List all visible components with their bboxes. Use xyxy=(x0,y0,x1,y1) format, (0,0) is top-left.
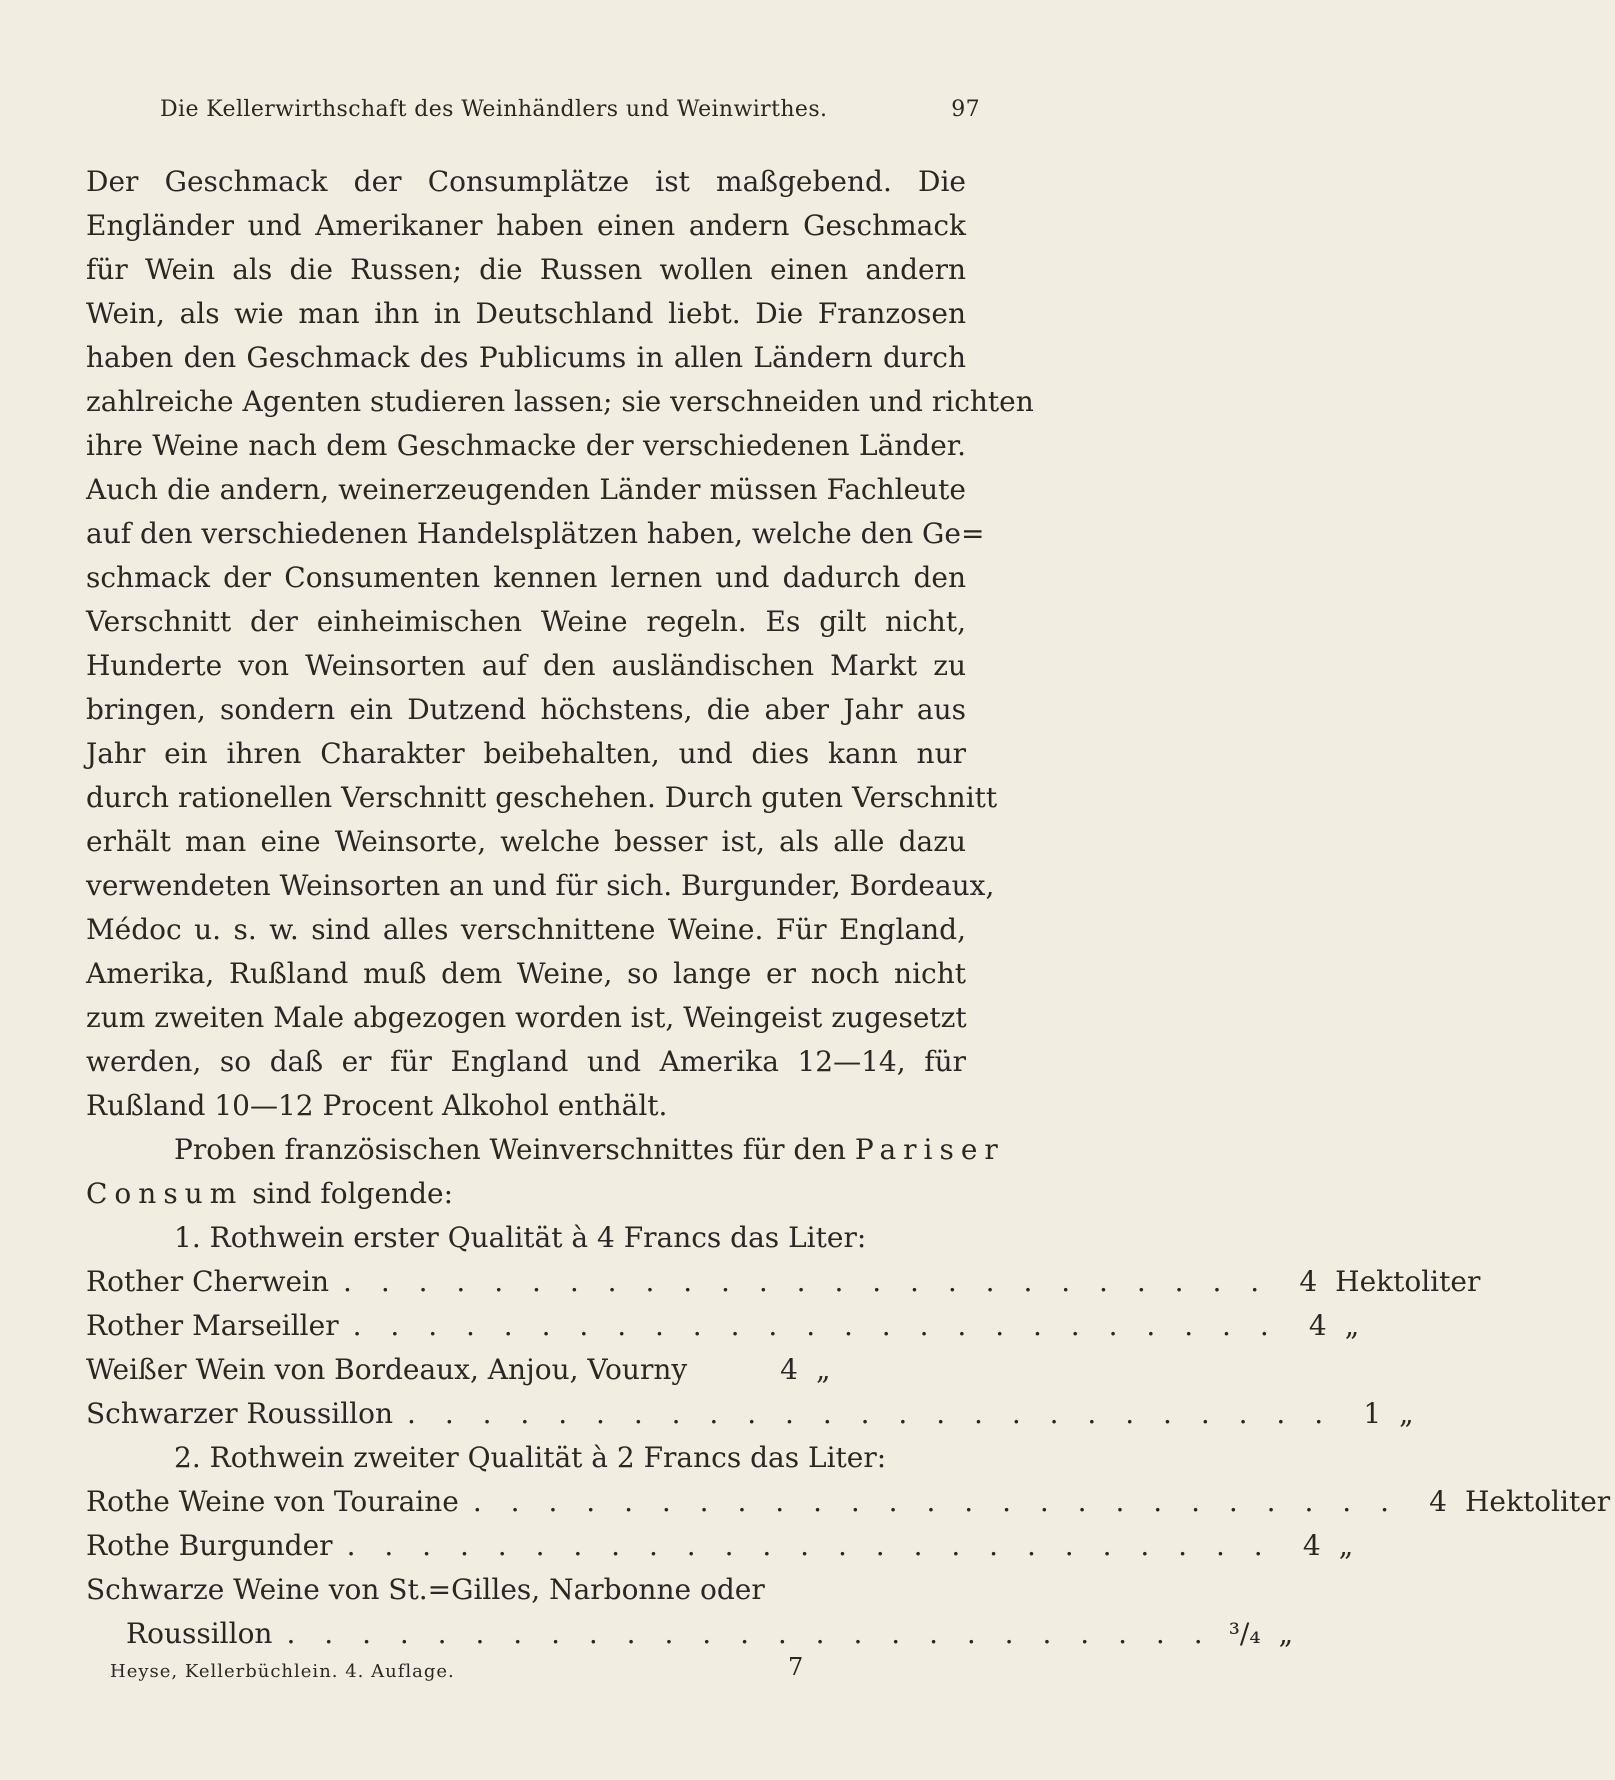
signature-line: Heyse, Kellerbüchlein. 4. Auflage. xyxy=(110,1661,455,1682)
quantity: ³/₄ xyxy=(1228,1617,1261,1650)
table-heading: 2. Rothwein zweiter Qualität à 2 Francs das Liter: xyxy=(174,1441,887,1474)
paragraph-1 xyxy=(86,160,1034,1128)
quantity: 4 xyxy=(1308,1309,1327,1342)
dot-leader: . . . . . . . . . . . . . . . . . . . . . . . . . xyxy=(352,1309,1279,1342)
wine-name: Rother Marseiller xyxy=(86,1309,339,1342)
text-line: zum zweiten Male abgezogen worden ist, Weingeist zugesetzt xyxy=(86,1001,967,1034)
page-body xyxy=(86,160,1611,1656)
table-row xyxy=(86,1568,966,1612)
text-line: Hunderte von Weinsorten auf den ausländischen Markt zu xyxy=(86,649,966,682)
table-row xyxy=(86,1304,1360,1348)
unit: „ xyxy=(1278,1617,1294,1650)
sheet-number: 7 xyxy=(788,1653,804,1681)
dot-leader: . . . . . . . . . . . . . . . . . . . . . . . . . xyxy=(343,1265,1270,1298)
dot-leader: . . . . . . . . . . . . . . . . . . . . . . . . . xyxy=(407,1397,1334,1430)
text-line: werden, so daß er für England und Amerika 12—14, für xyxy=(86,1045,966,1078)
text-line xyxy=(86,1128,1005,1172)
quantity: 4 xyxy=(1299,1265,1318,1298)
unit: „ xyxy=(1338,1529,1354,1562)
recipe-table-1 xyxy=(86,1216,1481,1436)
text-line: ihre Weine nach dem Geschmacke der verschiedenen Länder. xyxy=(86,429,966,462)
recipe-table-2 xyxy=(86,1436,1611,1656)
wine-name: Schwarze Weine von St.=Gilles, Narbonne oder xyxy=(86,1573,765,1606)
dot-leader: . . . . . . . . . . . . . . . . . . . . . . . . . xyxy=(346,1529,1273,1562)
unit: Hektoliter xyxy=(1464,1485,1611,1518)
text-line: für Wein als die Russen; die Russen wollen einen andern xyxy=(86,253,966,286)
quantity: 4 xyxy=(1302,1529,1321,1562)
unit: „ xyxy=(1399,1397,1414,1430)
text-line: durch rationellen Verschnitt geschehen. Durch guten Verschnitt xyxy=(86,781,998,814)
text-line: Rußland 10—12 Procent Alkohol enthält. xyxy=(86,1089,668,1122)
text-line: Der Geschmack der Consumplätze ist maßgebend. Die xyxy=(86,165,966,198)
paragraph-2 xyxy=(86,1128,1005,1216)
paragraph-2-text: sind folgende: xyxy=(252,1177,453,1210)
spaced-word: Consum xyxy=(86,1177,244,1210)
table-row xyxy=(86,1348,966,1392)
wine-name: Rothe Weine von Touraine xyxy=(86,1485,459,1518)
wine-name: Weißer Wein von Bordeaux, Anjou, Vourny xyxy=(86,1353,688,1386)
text-line: Auch die andern, weinerzeugenden Länder müssen Fachleute xyxy=(86,473,966,506)
text-line: Jahr ein ihren Charakter beibehalten, und dies kann nur xyxy=(86,737,966,770)
table-row xyxy=(86,1524,1354,1568)
unit: „ xyxy=(1344,1309,1360,1342)
wine-name: Rother Cherwein xyxy=(86,1265,330,1298)
quantity: 1 xyxy=(1363,1397,1382,1430)
unit: „ xyxy=(816,1353,831,1386)
page-footer xyxy=(110,1653,810,1691)
quantity: 4 xyxy=(780,1353,798,1386)
wine-name: Rothe Burgunder xyxy=(86,1529,333,1562)
text-line: Médoc u. s. w. sind alles verschnittene Weine. Für England, xyxy=(86,913,966,946)
text-line: erhält man eine Weinsorte, welche besser ist, als alle dazu xyxy=(86,825,966,858)
table-heading: 1. Rothwein erster Qualität à 4 Francs das Liter: xyxy=(174,1221,867,1254)
dot-leader: . . . . . . . . . . . . . . . . . . . . . . . . . xyxy=(472,1485,1399,1518)
table-row xyxy=(86,1260,1481,1304)
text-line: zahlreiche Agenten studieren lassen; sie verschneiden und richten xyxy=(86,385,1034,418)
text-line: Amerika, Rußland muß dem Weine, so lange er noch nicht xyxy=(86,957,966,990)
quantity: 4 xyxy=(1429,1485,1447,1518)
page-number: 97 xyxy=(951,97,980,122)
text-line: auf den verschiedenen Handelsplätzen haben, welche den Ge= xyxy=(86,517,985,550)
table-row xyxy=(86,1612,1294,1656)
dot-leader: . . . . . . . . . . . . . . . . . . . . . . . . . xyxy=(286,1617,1213,1650)
text-line: Verschnitt der einheimischen Weine regeln. Es gilt nicht, xyxy=(86,605,966,638)
wine-name-continued: Roussillon xyxy=(126,1617,273,1650)
text-line: verwendeten Weinsorten an und für sich. Burgunder, Bordeaux, xyxy=(86,869,995,902)
text-line xyxy=(86,1172,966,1216)
table-row xyxy=(86,1480,1611,1524)
text-line: Engländer und Amerikaner haben einen andern Geschmack xyxy=(86,209,966,242)
text-line: haben den Geschmack des Publicums in allen Ländern durch xyxy=(86,341,966,374)
unit: Hektoliter xyxy=(1335,1265,1481,1298)
text-line: schmack der Consumenten kennen lernen und dadurch den xyxy=(86,561,966,594)
paragraph-2-text: Proben französischen Weinverschnittes für den xyxy=(174,1133,846,1166)
text-line: bringen, sondern ein Dutzend höchstens, die aber Jahr aus xyxy=(86,693,966,726)
running-head xyxy=(160,97,980,131)
text-line: Wein, als wie man ihn in Deutschland liebt. Die Franzosen xyxy=(86,297,966,330)
wine-name: Schwarzer Roussillon xyxy=(86,1397,394,1430)
running-head-title: Die Kellerwirthschaft des Weinhändlers und Weinwirthes. xyxy=(160,97,828,122)
spaced-word: Pariser xyxy=(854,1133,1005,1166)
table-row xyxy=(86,1392,1414,1436)
